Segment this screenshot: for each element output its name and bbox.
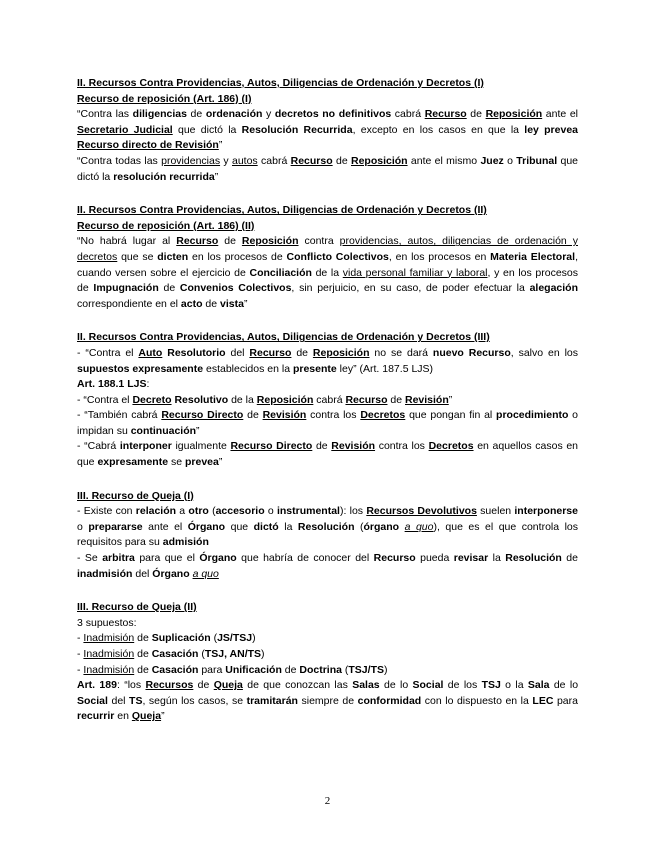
section-queja-2	[77, 600, 578, 725]
paragraph: - “Contra el Auto Resolutorio del Recurso de Reposición no se dará nuevo Recurso, salvo en los supuestos expresamente establecidos en la presente ley” (Art. 187.5 LJS)	[77, 346, 579, 375]
list-item: - Inadmisión de Casación para Unificación de Doctrina (TSJ/TS)	[77, 663, 388, 676]
section-reposicion-3	[77, 330, 578, 470]
page-number: 2	[324, 795, 331, 807]
list-item: - Inadmisión de Suplicación (JS/TSJ)	[77, 632, 256, 645]
paragraph: “Contra todas las providencias y autos cabrá Recurso de Reposición ante el mismo Juez o Tribunal que dictó la resolución recurrida”	[77, 154, 578, 183]
paragraph: - “Cabrá interponer igualmente Recurso Directo de Revisión contra los Decretos en aquellos casos en que expresamente se prevea”	[77, 440, 579, 469]
paragraph: - Se arbitra para que el Órgano que habría de conocer del Recurso pueda revisar la Resolución de inadmisión del Órgano a quo	[77, 552, 578, 580]
paragraph: - “Contra el Decreto Resolutivo de la Reposición cabrá Recurso de Revisión”	[77, 393, 453, 406]
section-heading: II. Recursos Contra Providencias, Autos, Diligencias de Ordenación y Decretos (I)	[77, 77, 484, 89]
list-item: - Inadmisión de Casación (TSJ, AN/TS)	[77, 648, 265, 660]
section-queja-1	[77, 489, 578, 583]
paragraph: 3 supuestos:	[77, 616, 137, 629]
section-heading: III. Recurso de Queja (II)	[77, 601, 197, 614]
section-subheading: Recurso de reposición (Art. 186) (I)	[77, 92, 252, 105]
paragraph: Art. 189: “los Recursos de Queja de que conozcan las Salas de lo Social de los TSJ o la Sala de lo Social del TS, según los casos, se tramitarán siempre de conformidad con lo dispuesto en la LEC para recurrir en Queja”	[77, 679, 579, 723]
paragraph: - “También cabrá Recurso Directo de Revisión contra los Decretos que pongan fin al procedimiento o impidan su continuación”	[77, 409, 579, 437]
paragraph: - Existe con relación a otro (accesorio o instrumental): los Recursos Devolutivos suelen interponerse o prepararse ante el Órgano que dictó la Resolución (órgano a quo), que es el que controla los requisitos para su admisión	[77, 505, 579, 549]
paragraph: “No habrá lugar al Recurso de Reposición contra providencias, autos, diligencias de ordenación y decretos que se dicten en los procesos de Conflicto Colectivos, en los procesos en Materia Electoral, cuando versen sobre el ejercicio de Conciliación de la vida personal familiar y laboral, y en los procesos de Impugnación de Convenios Colectivos, sin perjuicio, en su caso, de poder efectuar la alegación correspondiente en el acto de vista”	[77, 235, 579, 310]
section-heading: III. Recurso de Queja (I)	[77, 489, 194, 502]
section-heading: II. Recursos Contra Providencias, Autos, Diligencias de Ordenación y Decretos (II)	[77, 204, 487, 217]
section-heading: II. Recursos Contra Providencias, Autos, Diligencias de Ordenación y Decretos (III)	[77, 331, 490, 344]
document-page	[77, 76, 578, 743]
paragraph: “Contra las diligencias de ordenación y decretos no definitivos cabrá Recurso de Reposición ante el Secretario Judicial que dictó la Resolución Recurrida, excepto en los casos en que la ley prevea Recurso directo de Revisión”	[77, 108, 579, 152]
section-reposicion-2	[77, 203, 578, 312]
article-reference: Art. 188.1 LJS:	[77, 378, 150, 391]
section-reposicion-1	[77, 76, 578, 185]
section-subheading: Recurso de reposición (Art. 186) (II)	[77, 219, 255, 232]
